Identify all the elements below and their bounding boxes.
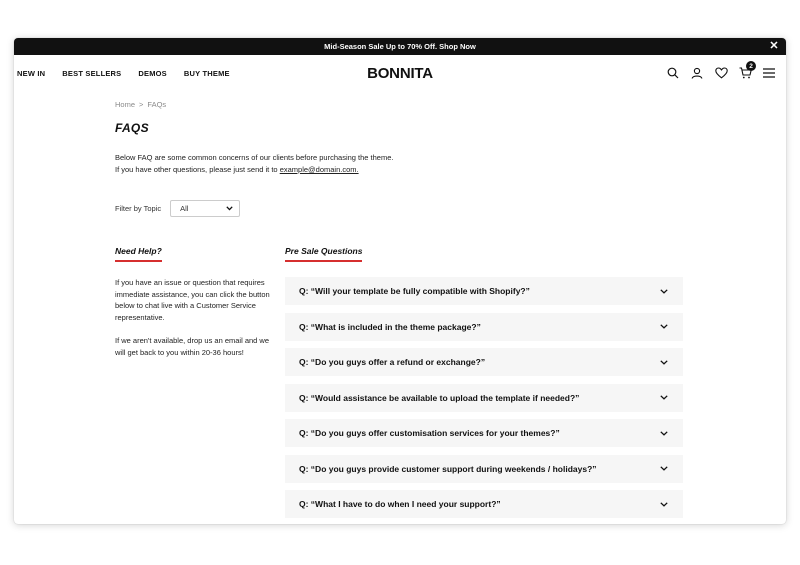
help-text — [115, 277, 271, 358]
intro-line-1: Below FAQ are some common concerns of our clients before purchasing the theme. — [115, 153, 394, 162]
chevron-down-icon — [660, 360, 668, 365]
chevron-down-icon — [660, 395, 668, 400]
chevron-down-icon — [660, 502, 668, 507]
faq-panel — [285, 241, 683, 524]
main-content — [115, 100, 695, 509]
faq-list — [285, 277, 683, 518]
breadcrumb-separator: > — [139, 100, 144, 109]
nav-buy-theme[interactable]: BUY THEME — [183, 68, 230, 78]
help-panel — [115, 241, 285, 370]
search-icon[interactable] — [661, 64, 685, 82]
browser-frame — [14, 38, 786, 524]
account-icon[interactable] — [685, 64, 709, 82]
main-nav — [17, 69, 247, 78]
header — [14, 55, 786, 91]
announcement-bar[interactable] — [14, 38, 786, 55]
breadcrumb — [115, 100, 695, 109]
filter-label: Filter by Topic — [115, 204, 162, 213]
cart-count-badge: 2 — [746, 61, 756, 71]
faq-item[interactable] — [285, 455, 683, 483]
faq-section — [115, 241, 695, 509]
faq-item[interactable] — [285, 384, 683, 412]
chevron-down-icon — [660, 466, 668, 471]
faq-question: Q: “Would assistance be available to upload the template if needed?” — [299, 392, 580, 403]
menu-icon[interactable] — [757, 64, 781, 82]
announcement-text[interactable]: Mid-Season Sale Up to 70% Off. Shop Now — [324, 42, 476, 51]
intro-line-2 — [115, 164, 695, 176]
faq-question: Q: “Do you guys provide customer support during weekends / holidays?” — [299, 463, 597, 474]
logo[interactable]: BONNITA — [367, 64, 433, 82]
chevron-down-icon — [660, 289, 668, 294]
email-link[interactable]: example@domain.com. — [279, 165, 359, 174]
help-paragraph-1: If you have an issue or question that requires immediate assistance, you can click the button below to chat live with a Customer Service representative. — [115, 278, 270, 322]
faq-group-title: Pre Sale Questions — [285, 246, 362, 262]
faq-item[interactable] — [285, 277, 683, 305]
faq-item[interactable] — [285, 490, 683, 518]
faq-question: Q: “Will your template be fully compatible with Shopify?” — [299, 286, 530, 296]
topic-select[interactable] — [170, 200, 240, 217]
faq-item[interactable] — [285, 348, 683, 376]
cart-icon[interactable] — [733, 64, 757, 82]
faq-item[interactable] — [285, 313, 683, 341]
chevron-down-icon — [660, 431, 668, 436]
faq-question: Q: “What I have to do when I need your support?” — [299, 499, 501, 509]
nav-new-in[interactable]: NEW IN — [17, 68, 46, 78]
faq-question: Q: “Do you guys offer a refund or exchange?” — [299, 357, 486, 367]
faq-question: Q: “What is included in the theme package?” — [299, 321, 481, 332]
close-icon[interactable]: ✕ — [769, 40, 779, 52]
topic-filter — [115, 200, 695, 217]
page-title: FAQS — [115, 121, 149, 135]
intro-text — [115, 152, 695, 176]
help-paragraph-2: If we aren't available, drop us an email and we will get back to you within 20-36 hours! — [115, 336, 270, 357]
chevron-down-icon — [226, 206, 233, 211]
faq-question: Q: “Do you guys offer customisation services for your themes?” — [299, 428, 560, 438]
intro-line-2-text: If you have other questions, please just send it to — [115, 165, 280, 174]
topic-select-value: All — [180, 204, 189, 213]
nav-best-sellers[interactable]: BEST SELLERS — [62, 68, 122, 78]
nav-demos[interactable]: DEMOS — [138, 68, 167, 78]
chevron-down-icon — [660, 324, 668, 329]
faq-item[interactable] — [285, 419, 683, 447]
header-icons — [661, 64, 781, 82]
breadcrumb-home[interactable]: Home — [115, 100, 136, 109]
wishlist-icon[interactable] — [709, 64, 733, 82]
breadcrumb-current: FAQs — [147, 100, 167, 109]
help-title: Need Help? — [115, 246, 162, 262]
